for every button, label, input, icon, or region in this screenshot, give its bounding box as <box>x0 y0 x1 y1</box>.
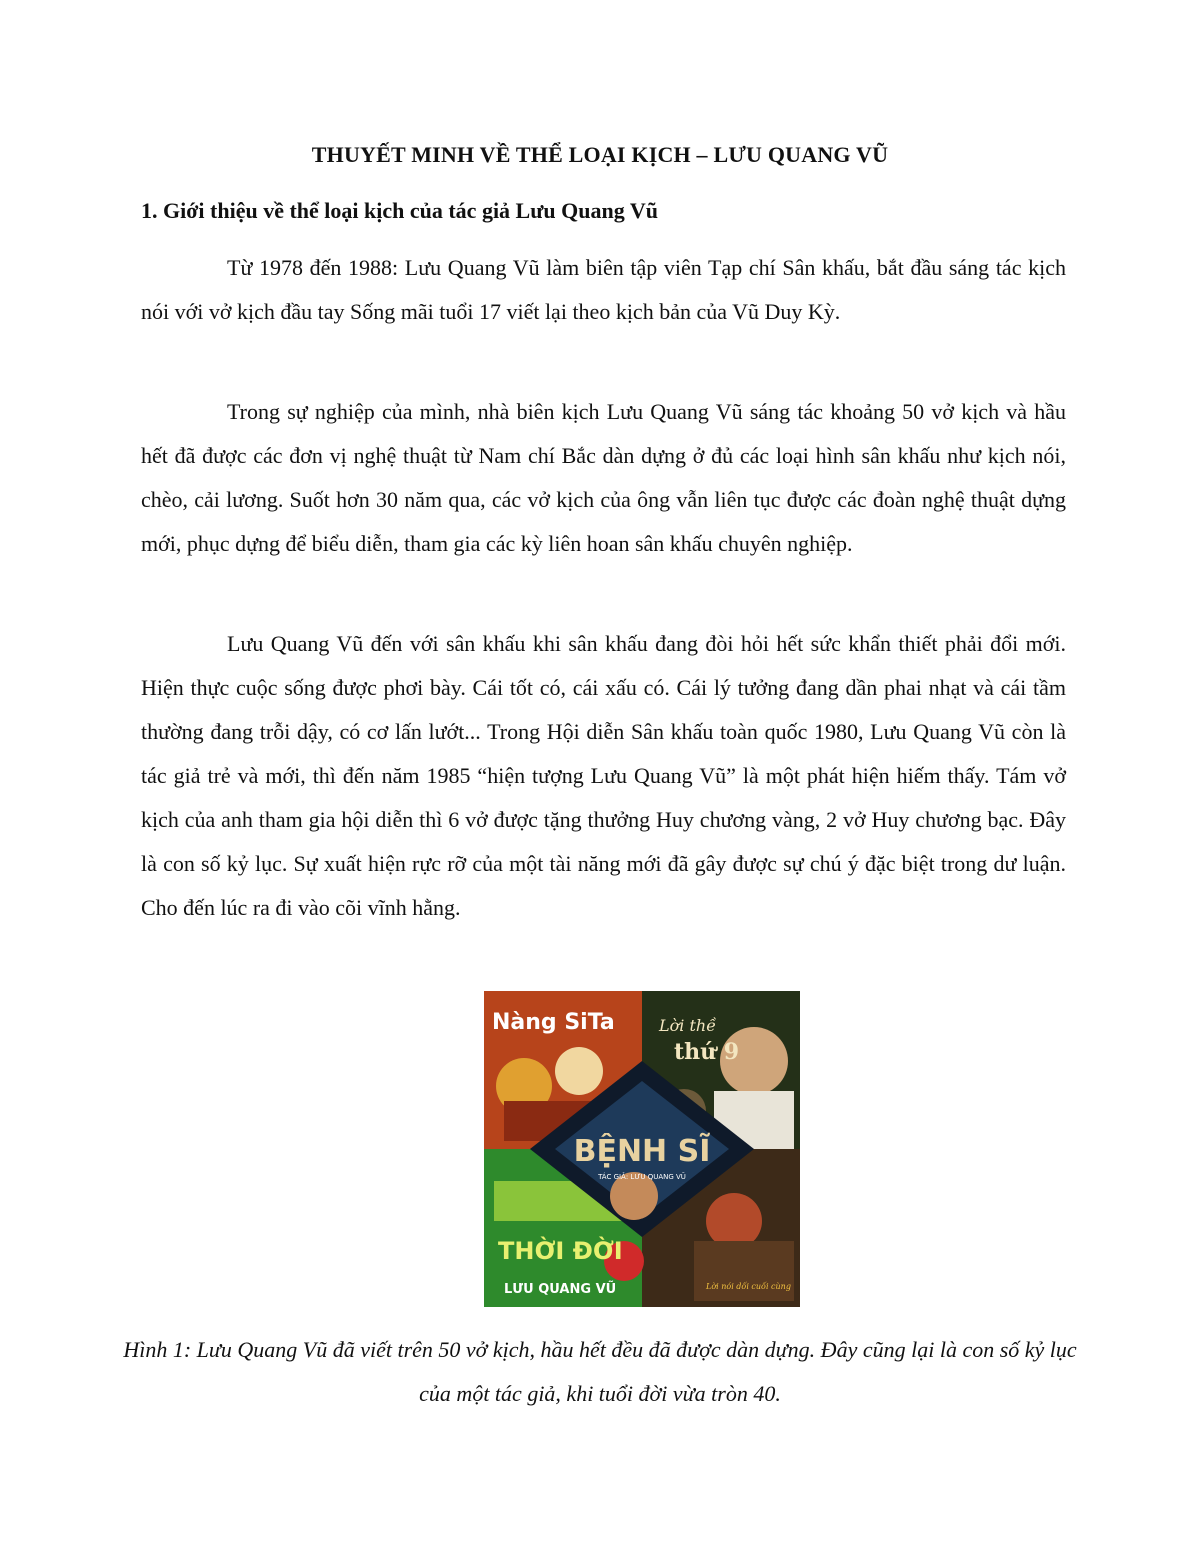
section-heading: 1. Giới thiệu về thể loại kịch của tác giả Lưu Quang Vũ <box>141 198 658 223</box>
paragraph-2: Trong sự nghiệp của mình, nhà biên kịch Lưu Quang Vũ sáng tác khoảng 50 vở kịch và hầu hết đã được các đơn vị nghệ thuật từ Nam chí Bắc dàn dựng ở đủ các loại hình sân khấu như kịch nói, chèo, cải lương. Suốt hơn 30 năm qua, các vở kịch của ông vẫn liên tục được các đoàn nghệ thuật dựng mới, phục dựng để biểu diễn, tham gia các kỳ liên hoan sân khấu chuyên nghiệp. <box>141 399 1066 556</box>
poster-title-nang-sita: Nàng SiTa <box>492 1010 615 1035</box>
figure-caption: Hình 1: Lưu Quang Vũ đã viết trên 50 vở kịch, hầu hết đều đã được dàn dựng. Đây cũng lại là con số kỷ lục của một tác giả, khi tuổi đời vừa tròn 40. <box>123 1337 1077 1406</box>
poster-title-thu-9: thứ 9 <box>674 1039 740 1065</box>
document-title: THUYẾT MINH VỀ THỂ LOẠI KỊCH – LƯU QUANG VŨ <box>311 142 889 167</box>
poster-subtitle-thoi-doi: LƯU QUANG VŨ <box>504 1282 617 1297</box>
poster-subtitle-benh-si: TÁC GIẢ: LƯU QUANG VŨ <box>598 1173 686 1181</box>
poster-collage-image <box>484 991 800 1307</box>
poster-title-benh-si: BỆNH SĨ <box>573 1134 711 1169</box>
poster-title-loi-noi-doi: Lời nói dối cuối cùng <box>706 1282 791 1291</box>
paragraph-1: Từ 1978 đến 1988: Lưu Quang Vũ làm biên tập viên Tạp chí Sân khấu, bắt đầu sáng tác kịch nói với vở kịch đầu tay Sống mãi tuổi 17 viết lại theo kịch bản của Vũ Duy Kỳ. <box>141 255 1066 324</box>
poster-collage-graphic <box>484 991 800 1307</box>
poster-title-loi-the: Lời thề <box>659 1016 717 1035</box>
paragraph-3: Lưu Quang Vũ đến với sân khấu khi sân khấu đang đòi hỏi hết sức khẩn thiết phải đổi mới. Hiện thực cuộc sống được phơi bày. Cái tốt có, cái xấu có. Cái lý tưởng đang dần phai nhạt và cái tầm thường đang trỗi dậy, có cơ lấn lướt... Trong Hội diễn Sân khấu toàn quốc 1980, Lưu Quang Vũ còn là tác giả trẻ và mới, thì đến năm 1985 “hiện tượng Lưu Quang Vũ” là một phát hiện hiếm thấy. Tám vở kịch của anh tham gia hội diễn thì 6 vở được tặng thưởng Huy chương vàng, 2 vở Huy chương bạc. Đây là con số kỷ lục. Sự xuất hiện rực rỡ của một tài năng mới đã gây được sự chú ý đặc biệt trong dư luận. Cho đến lúc ra đi vào cõi vĩnh hằng. <box>141 631 1066 920</box>
poster-title-thoi-doi: THỜI ĐỜI <box>498 1237 623 1265</box>
